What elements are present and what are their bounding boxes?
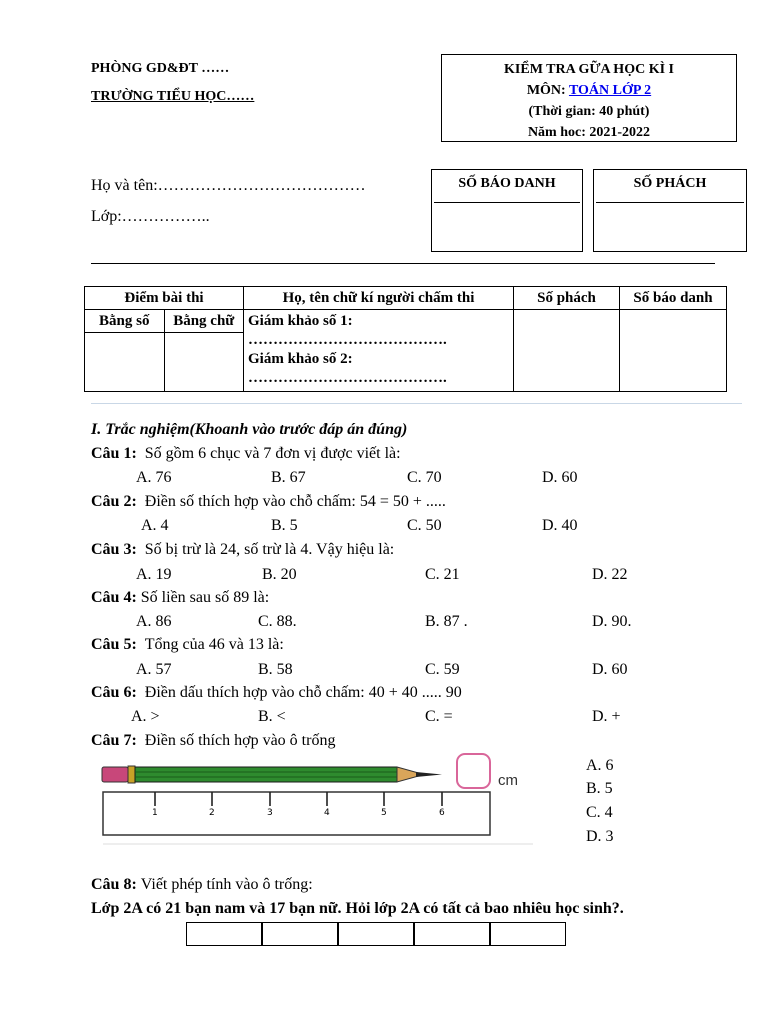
q3-option-d[interactable]: D. 22: [592, 566, 628, 583]
q4-option-a[interactable]: A. 86: [136, 613, 172, 630]
q1-option-b[interactable]: B. 67: [271, 469, 306, 486]
question-label: Câu 2:: [91, 493, 137, 510]
question-label: Câu 6:: [91, 684, 137, 701]
graders-header: Họ, tên chữ kí người chấm thi: [244, 287, 514, 310]
q1-option-a[interactable]: A. 76: [136, 469, 172, 486]
question-8-problem: Lớp 2A có 21 bạn nam và 17 bạn nữ. Hỏi lớp 2A có tất cả bao nhiêu học sinh?.: [91, 900, 624, 917]
subject-prefix: MÔN:: [526, 83, 569, 98]
q5-option-a[interactable]: A. 57: [136, 661, 172, 678]
question-5: [91, 636, 284, 654]
q7-option-a[interactable]: A. 6: [586, 757, 614, 774]
exam-school-year: Năm hoc: 2021-2022: [527, 125, 651, 140]
exam-subject-line: [442, 80, 736, 101]
question-3: [91, 541, 394, 559]
answer-box[interactable]: [457, 754, 490, 788]
q4-option-d[interactable]: D. 90.: [592, 613, 632, 630]
q3-option-c[interactable]: C. 21: [425, 566, 460, 583]
pencil-icon: [102, 766, 442, 783]
student-info: [91, 170, 366, 232]
calc-box-1[interactable]: [186, 922, 262, 946]
header-left: [91, 55, 254, 111]
question-1: [91, 445, 401, 463]
exam-title: KIỂM TRA GỮA HỌC KÌ I: [504, 62, 674, 77]
q6-option-a[interactable]: A. >: [131, 708, 160, 725]
ruler: [103, 792, 490, 835]
ruler-tick-label: 5: [381, 808, 387, 818]
score-number-header: Bằng số: [85, 310, 165, 333]
question-6: [91, 684, 462, 702]
q4-option-b[interactable]: B. 87 .: [425, 613, 468, 630]
grader1-dots: ………………………………….: [248, 332, 447, 348]
secret-cell[interactable]: [514, 310, 620, 392]
question-text: Số bị trừ là 24, số trừ là 4. Vậy hiệu là:: [144, 541, 395, 558]
question-2: [91, 493, 446, 511]
score-table: [84, 286, 727, 392]
exam-info-box: [441, 54, 737, 142]
question-label: Câu 3:: [91, 541, 137, 558]
ruler-tick-label: 6: [439, 808, 445, 818]
question-text: Viết phép tính vào ô trống:: [140, 876, 313, 893]
q7-option-b[interactable]: B. 5: [586, 780, 613, 797]
ruler-tick-label: 4: [324, 808, 330, 818]
q4-option-c[interactable]: C. 88.: [258, 613, 297, 630]
question-4: [91, 589, 269, 607]
q7-option-c[interactable]: C. 4: [586, 804, 613, 821]
secret-number-box[interactable]: [593, 169, 747, 252]
student-class-field[interactable]: Lớp:……………..: [91, 208, 210, 225]
student-name-field[interactable]: Họ và tên:…………………………………: [91, 177, 366, 194]
pencil-ruler-figure: [98, 752, 538, 847]
ruler-tick-label: 3: [267, 808, 273, 818]
question-7: [91, 732, 335, 750]
department-label: PHÒNG GD&ĐT ……: [91, 61, 230, 76]
q6-option-d[interactable]: D. +: [592, 708, 621, 725]
q2-option-b[interactable]: B. 5: [271, 517, 298, 534]
candidate-header: Số báo danh: [620, 287, 727, 310]
calc-box-3[interactable]: [338, 922, 414, 946]
q5-option-c[interactable]: C. 59: [425, 661, 460, 678]
q2-option-d[interactable]: D. 40: [542, 517, 578, 534]
pencil-ruler-illustration: [98, 752, 538, 847]
question-text: Số gồm 6 chục và 7 đơn vị được viết là:: [144, 445, 401, 462]
grader1-label: Giám khảo số 1:: [248, 313, 353, 329]
score-number-cell[interactable]: [85, 333, 165, 392]
q3-option-b[interactable]: B. 20: [262, 566, 297, 583]
question-text: Số liền sau số 89 là:: [140, 589, 270, 606]
q1-option-d[interactable]: D. 60: [542, 469, 578, 486]
question-label: Câu 5:: [91, 636, 137, 653]
subject-link[interactable]: TOÁN LỚP 2: [568, 83, 652, 98]
q7-option-d[interactable]: D. 3: [586, 828, 614, 845]
question-text: Điền số thích hợp vào chỗ chấm: 54 = 50 + .....: [144, 493, 446, 510]
candidate-cell[interactable]: [620, 310, 727, 392]
q5-option-d[interactable]: D. 60: [592, 661, 628, 678]
q6-option-c[interactable]: C. =: [425, 708, 453, 725]
q5-option-b[interactable]: B. 58: [258, 661, 293, 678]
calc-box-4[interactable]: [414, 922, 490, 946]
grader2-label: Giám khảo số 2:: [248, 351, 353, 367]
ruler-tick-label: 1: [152, 808, 158, 818]
section-divider: [91, 403, 742, 404]
divider: [434, 202, 580, 203]
question-text: Điền dấu thích hợp vào chỗ chấm: 40 + 40 ..... 90: [144, 684, 462, 701]
section-title: I. Trắc nghiệm(Khoanh vào trước đáp án đúng): [91, 421, 408, 438]
question-text: Điền số thích hợp vào ô trống: [144, 732, 336, 749]
question-label: Câu 1:: [91, 445, 137, 462]
divider: [596, 202, 744, 203]
school-label: TRƯỜNG TIỂU HỌC……: [91, 89, 255, 104]
candidate-number-box[interactable]: [431, 169, 583, 252]
exam-duration: (Thời gian: 40 phút): [528, 104, 650, 119]
score-words-header: Bằng chữ: [164, 310, 244, 333]
q1-option-c[interactable]: C. 70: [407, 469, 442, 486]
calc-box-5[interactable]: [490, 922, 566, 946]
grader2-dots: ………………………………….: [248, 370, 447, 386]
q2-option-c[interactable]: C. 50: [407, 517, 442, 534]
question-8: [91, 876, 313, 894]
graders-cell[interactable]: [244, 310, 514, 392]
q6-option-b[interactable]: B. <: [258, 708, 286, 725]
score-words-cell[interactable]: [164, 333, 244, 392]
candidate-number-label: SỐ BÁO DANH: [458, 176, 556, 191]
q3-option-a[interactable]: A. 19: [136, 566, 172, 583]
question-label: Câu 8:: [91, 876, 137, 893]
ruler-tick-label: 2: [209, 808, 215, 818]
question-text: Tổng của 46 và 13 là:: [144, 636, 284, 653]
unit-label: cm: [498, 772, 518, 789]
q2-option-a[interactable]: A. 4: [141, 517, 169, 534]
secret-number-label: SỐ PHÁCH: [633, 176, 707, 191]
question-label: Câu 7:: [91, 732, 137, 749]
secret-header: Số phách: [514, 287, 620, 310]
divider-line: [91, 263, 715, 264]
question-label: Câu 4:: [91, 589, 137, 606]
calc-box-2[interactable]: [262, 922, 338, 946]
score-header: Điểm bài thi: [85, 287, 244, 310]
